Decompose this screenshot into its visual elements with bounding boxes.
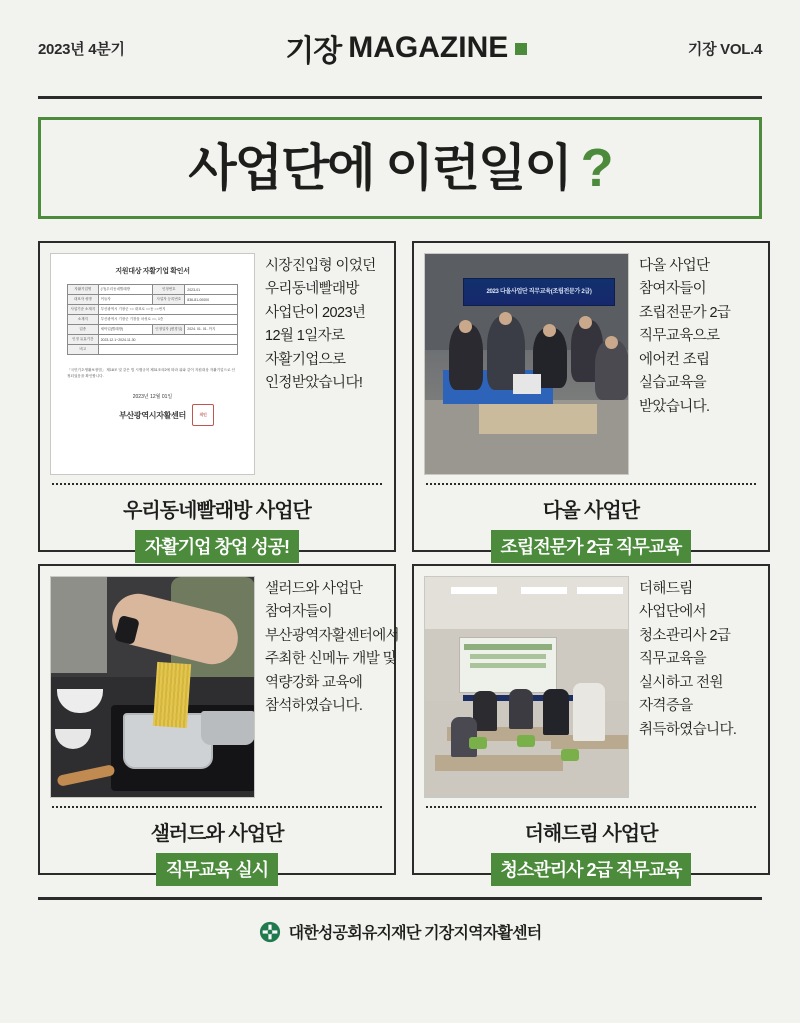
card-tag-wrap bbox=[424, 530, 758, 563]
chair bbox=[469, 737, 487, 749]
student bbox=[573, 683, 605, 741]
cell-value: 세탁업(빨래방) bbox=[98, 325, 153, 335]
magazine-logo bbox=[285, 26, 527, 70]
status-badge: 직무교육 실시 bbox=[156, 853, 278, 886]
table-row bbox=[68, 305, 238, 315]
magazine-title-en: MAGAZINE bbox=[348, 31, 509, 64]
card-tag-wrap bbox=[50, 530, 384, 563]
ceiling-light bbox=[577, 587, 623, 594]
issue-quarter-label: 2023년 4분기 bbox=[38, 40, 125, 58]
masthead bbox=[34, 0, 766, 96]
cell-label: 인정 유효기간 bbox=[68, 335, 99, 345]
photo-cooking-training bbox=[50, 576, 255, 798]
certificate-title: 지원대상 자활기업 확인서 bbox=[115, 268, 190, 275]
chair bbox=[517, 735, 535, 747]
table-row bbox=[68, 315, 238, 325]
cell-value: (가)우리동네빨래방 bbox=[98, 285, 153, 295]
assembly-training-scene bbox=[425, 254, 628, 474]
card-tag-wrap bbox=[424, 853, 758, 886]
certificate-table bbox=[67, 284, 238, 355]
participant-head bbox=[459, 320, 472, 333]
noodles bbox=[153, 662, 191, 728]
cell-label: 비고 bbox=[68, 345, 99, 355]
screen-line bbox=[470, 663, 546, 668]
cell-value: 2024. 01. 01. 까지 bbox=[185, 325, 238, 335]
card-title: 더해드림 사업단 bbox=[524, 823, 658, 845]
equipment-box bbox=[513, 374, 541, 394]
status-badge: 청소관리사 2급 직무교육 bbox=[491, 853, 692, 886]
magazine-title-kr: 기장 bbox=[285, 35, 342, 68]
certificate-paragraph: 「국민기초생활보장법」 제18조 및 같은 법 시행규칙 제31조의2에 따라 위와 같이 지원대상 자활기업으로 인정되었음을 확인합니다. bbox=[67, 368, 236, 379]
card-divider bbox=[52, 806, 382, 808]
question-mark-icon: ? bbox=[580, 138, 612, 198]
participant-head bbox=[605, 336, 618, 349]
cell-value bbox=[98, 345, 237, 355]
cooking-scene bbox=[51, 577, 254, 797]
card-body bbox=[424, 253, 758, 475]
participant-head bbox=[499, 312, 512, 325]
card-caption: 더해드림 사업단에서 청소관리사 2급 직무교육을 실시하고 전원 자격증을 취득하였습니다. bbox=[639, 581, 737, 738]
classroom-scene bbox=[425, 577, 628, 797]
cell-value: 이들자 bbox=[98, 295, 153, 305]
footer-organization: 대한성공회유지재단 기장지역자활센터 bbox=[288, 925, 542, 942]
certificate-date: 2023년 12월 01일 bbox=[132, 394, 173, 401]
table-row bbox=[68, 335, 238, 345]
cell-label: 사업기준 소재지 bbox=[68, 305, 99, 315]
article-card bbox=[412, 564, 770, 880]
footer-divider bbox=[38, 897, 762, 900]
card-body bbox=[424, 576, 758, 798]
table-row bbox=[68, 345, 238, 355]
cell-label: 자활기업명 bbox=[68, 285, 99, 295]
card-caption: 다올 사업단 참여자들이 조립전문가 2급 직무교육으로 에어컨 조립 실습교육을 받았습니다. bbox=[639, 258, 731, 415]
cell-label: 대표자 성명 bbox=[68, 295, 99, 305]
card-body bbox=[50, 253, 384, 475]
section-title-banner bbox=[38, 117, 762, 219]
table-row bbox=[68, 295, 238, 305]
cell-label: 사업자 등록번호 bbox=[153, 295, 185, 305]
card-title: 다올 사업단 bbox=[542, 500, 640, 522]
table-row bbox=[68, 285, 238, 295]
card-title: 샐러드와 사업단 bbox=[150, 823, 284, 845]
participant-head bbox=[543, 324, 556, 337]
card-divider bbox=[426, 483, 756, 485]
screen-line bbox=[470, 654, 546, 659]
header-divider bbox=[38, 96, 762, 99]
certificate-scan bbox=[51, 254, 254, 474]
footer bbox=[34, 920, 766, 943]
card-divider bbox=[52, 483, 382, 485]
article-card bbox=[38, 241, 396, 557]
cell-value: 836-81-00000 bbox=[185, 295, 238, 305]
screen-line bbox=[464, 644, 552, 650]
photo-assembly-training bbox=[424, 253, 629, 475]
apron bbox=[51, 577, 107, 673]
training-banner bbox=[463, 278, 615, 306]
cell-label: 소재지 bbox=[68, 315, 99, 325]
student bbox=[509, 689, 533, 729]
issuer-name: 부산광역시자활센터 bbox=[119, 411, 186, 421]
chair bbox=[561, 749, 579, 761]
article-grid bbox=[38, 241, 762, 880]
status-badge: 조립전문가 2급 직무교육 bbox=[491, 530, 692, 563]
desk bbox=[435, 755, 563, 771]
cell-label: 인정일자 (변경일) bbox=[153, 325, 185, 335]
projection-screen bbox=[459, 637, 557, 693]
section-title-text: 사업단에 이런일이 bbox=[188, 140, 571, 196]
training-banner-text: 2023 다올사업단 직무교육(조립전문가 2급) bbox=[486, 289, 592, 295]
ceiling-light bbox=[521, 587, 567, 594]
cell-value: 부산광역시 기장군 ○○ 대표로 ○○동 ○○번지 bbox=[98, 305, 237, 315]
cell-value: 2023.12.1~2024.11.30 bbox=[98, 335, 237, 345]
logo-square-icon bbox=[515, 43, 527, 55]
card-tag-wrap bbox=[50, 853, 384, 886]
cell-value: 2023-01 bbox=[185, 285, 238, 295]
cell-label: 업종 bbox=[68, 325, 99, 335]
seal-stamp-icon: 직인 bbox=[192, 404, 214, 426]
card-caption: 시장진입형 이었던 우리동네빨래방 사업단이 2023년 12월 1일자로 자활기업으로 인정받았습니다! bbox=[265, 258, 376, 392]
participant-head bbox=[579, 316, 592, 329]
card-title: 우리동네빨래방 사업단 bbox=[123, 500, 311, 522]
card-divider bbox=[426, 806, 756, 808]
participant bbox=[449, 324, 483, 390]
cell-value: 부산광역시 기장군 기장읍 차성로 ○○, 1층 bbox=[98, 315, 237, 325]
table-row bbox=[68, 325, 238, 335]
certificate-issuer bbox=[67, 410, 238, 421]
photo-classroom-training bbox=[424, 576, 629, 798]
student bbox=[543, 689, 569, 735]
card-caption: 샐러드와 사업단 참여자들이 부산광역자활센터에서 주최한 신메뉴 개발 및 역량강화 교육에 참석하였습니다. bbox=[265, 581, 400, 715]
article-card bbox=[412, 241, 770, 557]
wood-table bbox=[479, 404, 597, 434]
photo-certificate-document bbox=[50, 253, 255, 475]
ceiling-light bbox=[451, 587, 497, 594]
section-title bbox=[188, 138, 612, 198]
issue-volume-label: 기장 VOL.4 bbox=[687, 40, 762, 58]
ceiling bbox=[425, 577, 628, 629]
article-card bbox=[38, 564, 400, 880]
card-body bbox=[50, 576, 400, 798]
cross-emblem-icon bbox=[259, 921, 281, 943]
small-pot bbox=[201, 711, 255, 745]
participant bbox=[595, 340, 629, 400]
cell-label: 인정번호 bbox=[153, 285, 185, 295]
status-badge: 자활기업 창업 성공! bbox=[135, 530, 299, 563]
